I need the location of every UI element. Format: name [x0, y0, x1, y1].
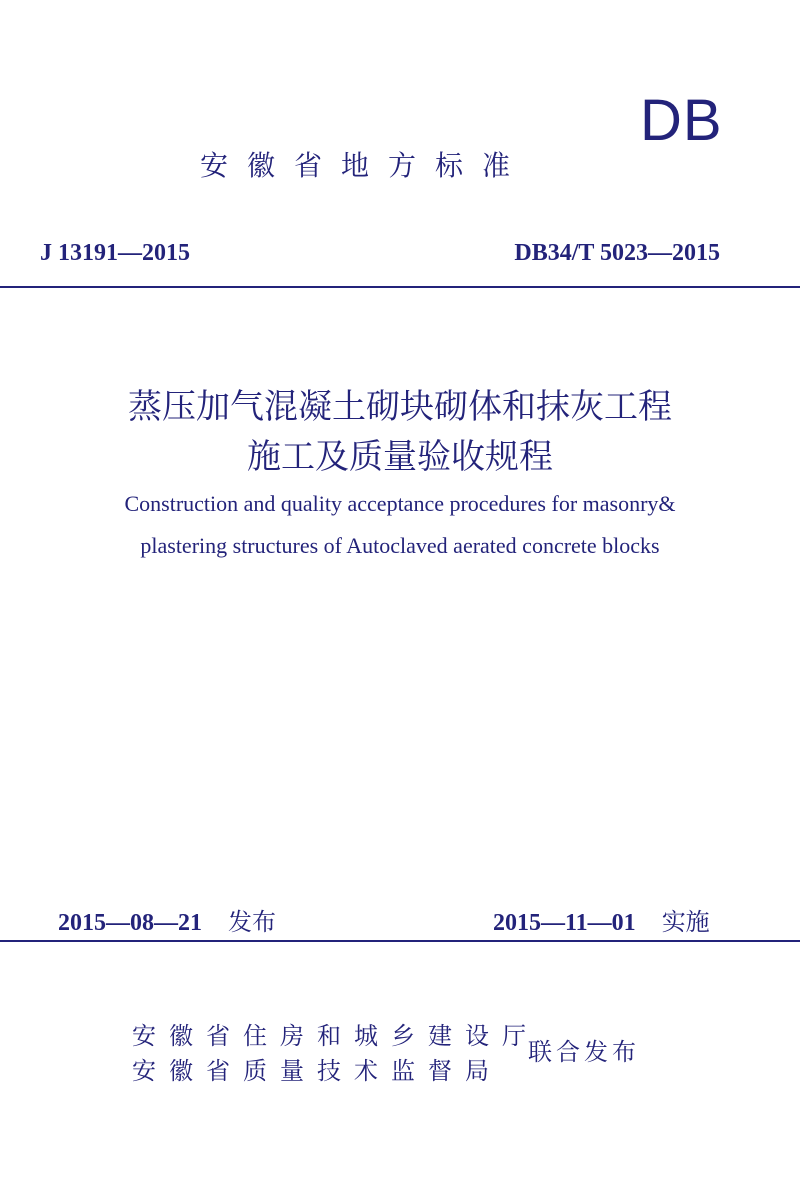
issue-date: 2015—08—21: [58, 910, 202, 936]
issuer-housing-dept: 安徽省住房和城乡建设厅: [132, 1022, 539, 1050]
standard-type: 安徽省地方标准: [200, 149, 530, 182]
joint-issue-label: 联合发布: [528, 1038, 640, 1066]
title-en-line1: Construction and quality acceptance procedures for masonry&: [124, 491, 676, 516]
record-number: J 13191—2015: [40, 240, 190, 266]
title-en-line2: plastering structures of Autoclaved aerated concrete blocks: [140, 533, 660, 558]
issue-label: 发布: [228, 908, 276, 936]
title-zh-line1: 蒸压加气混凝土砌块砌体和抹灰工程: [128, 387, 672, 427]
db-mark: DB: [640, 88, 723, 153]
implement-date: 2015—11—01: [493, 910, 636, 936]
issuer-quality-bureau: 安徽省质量技术监督局: [132, 1057, 502, 1085]
standard-number: DB34/T 5023—2015: [514, 240, 720, 266]
bottom-divider: [0, 940, 800, 942]
implement-date-block: [493, 910, 710, 935]
top-divider: [0, 286, 800, 288]
implement-label: 实施: [661, 908, 710, 936]
title-zh-line2: 施工及质量验收规程: [247, 437, 553, 477]
issue-date-block: [58, 910, 276, 935]
